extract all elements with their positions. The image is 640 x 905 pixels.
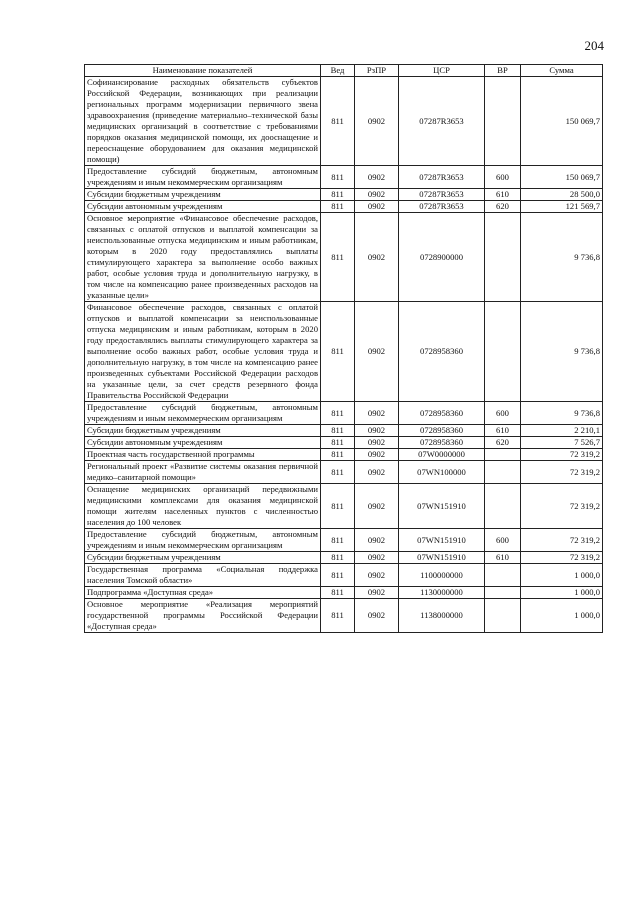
row-vr bbox=[485, 449, 521, 461]
row-ved: 811 bbox=[321, 166, 355, 189]
row-name: Субсидии бюджетным учреждениям bbox=[85, 189, 321, 201]
row-csr: 07WN100000 bbox=[399, 461, 485, 484]
row-vr: 610 bbox=[485, 189, 521, 201]
row-ved: 811 bbox=[321, 529, 355, 552]
row-csr: 1138000000 bbox=[399, 599, 485, 633]
table-row bbox=[85, 484, 603, 529]
table-row bbox=[85, 449, 603, 461]
row-csr: 07287R3653 bbox=[399, 201, 485, 213]
row-sum: 121 569,7 bbox=[521, 201, 603, 213]
table-row bbox=[85, 189, 603, 201]
row-csr: 1130000000 bbox=[399, 587, 485, 599]
row-rzpr: 0902 bbox=[355, 402, 399, 425]
row-rzpr: 0902 bbox=[355, 425, 399, 437]
header-name: Наименование показателей bbox=[85, 65, 321, 77]
row-vr bbox=[485, 564, 521, 587]
header-rzpr: РзПР bbox=[355, 65, 399, 77]
row-vr: 600 bbox=[485, 529, 521, 552]
row-csr: 07WN151910 bbox=[399, 529, 485, 552]
row-ved: 811 bbox=[321, 484, 355, 529]
table-row bbox=[85, 166, 603, 189]
table-row bbox=[85, 437, 603, 449]
row-ved: 811 bbox=[321, 213, 355, 302]
row-ved: 811 bbox=[321, 599, 355, 633]
row-rzpr: 0902 bbox=[355, 201, 399, 213]
table-row bbox=[85, 587, 603, 599]
table-body bbox=[85, 77, 603, 633]
table-row bbox=[85, 425, 603, 437]
table-row bbox=[85, 529, 603, 552]
table-row bbox=[85, 461, 603, 484]
row-vr bbox=[485, 302, 521, 402]
row-sum: 1 000,0 bbox=[521, 599, 603, 633]
row-rzpr: 0902 bbox=[355, 599, 399, 633]
budget-table bbox=[84, 64, 603, 633]
row-csr: 0728900000 bbox=[399, 213, 485, 302]
row-rzpr: 0902 bbox=[355, 461, 399, 484]
table-row bbox=[85, 201, 603, 213]
row-csr: 07WN151910 bbox=[399, 484, 485, 529]
page-number: 204 bbox=[584, 38, 604, 53]
row-sum: 9 736,8 bbox=[521, 302, 603, 402]
row-rzpr: 0902 bbox=[355, 587, 399, 599]
row-name: Государственная программа «Социальная поддержка населения Томской области» bbox=[85, 564, 321, 587]
row-sum: 1 000,0 bbox=[521, 564, 603, 587]
row-rzpr: 0902 bbox=[355, 437, 399, 449]
row-csr: 07W0000000 bbox=[399, 449, 485, 461]
row-ved: 811 bbox=[321, 201, 355, 213]
row-sum: 72 319,2 bbox=[521, 449, 603, 461]
row-sum: 72 319,2 bbox=[521, 552, 603, 564]
row-csr: 0728958360 bbox=[399, 302, 485, 402]
row-ved: 811 bbox=[321, 437, 355, 449]
row-vr: 610 bbox=[485, 552, 521, 564]
row-csr: 07287R3653 bbox=[399, 166, 485, 189]
row-vr bbox=[485, 213, 521, 302]
row-csr: 07WN151910 bbox=[399, 552, 485, 564]
row-vr: 610 bbox=[485, 425, 521, 437]
row-rzpr: 0902 bbox=[355, 484, 399, 529]
row-rzpr: 0902 bbox=[355, 189, 399, 201]
header-sum: Сумма bbox=[521, 65, 603, 77]
table-row bbox=[85, 213, 603, 302]
row-sum: 72 319,2 bbox=[521, 461, 603, 484]
row-sum: 2 210,1 bbox=[521, 425, 603, 437]
row-sum: 9 736,8 bbox=[521, 402, 603, 425]
row-sum: 28 500,0 bbox=[521, 189, 603, 201]
row-name: Основное мероприятие «Финансовое обеспечение расходов, связанных с оплатой отпусков и выплатой компенсации за неиспользованные отпуска медицинским и иным работникам, которым в 2020 году предоставлялись выплаты стимулирующего характера за выполнение особо важных работ, особые условия труда и дополнительную нагрузку, в том числе на компенсацию ранее произведенных расходов на указанные цели» bbox=[85, 213, 321, 302]
row-name: Субсидии бюджетным учреждениям bbox=[85, 552, 321, 564]
table-row bbox=[85, 302, 603, 402]
row-rzpr: 0902 bbox=[355, 213, 399, 302]
row-rzpr: 0902 bbox=[355, 77, 399, 166]
table-header bbox=[85, 65, 603, 77]
row-sum: 7 526,7 bbox=[521, 437, 603, 449]
table-row bbox=[85, 599, 603, 633]
row-name: Предоставление субсидий бюджетным, автономным учреждениям и иным некоммерческим организациям bbox=[85, 402, 321, 425]
row-vr: 620 bbox=[485, 437, 521, 449]
row-sum: 1 000,0 bbox=[521, 587, 603, 599]
row-name: Проектная часть государственной программы bbox=[85, 449, 321, 461]
row-ved: 811 bbox=[321, 77, 355, 166]
row-csr: 0728958360 bbox=[399, 437, 485, 449]
row-vr: 620 bbox=[485, 201, 521, 213]
row-vr: 600 bbox=[485, 402, 521, 425]
row-name: Оснащение медицинских организаций передвижными медицинскими комплексами для оказания медицинской помощи жителям населенных пунктов с численностью населения до 100 человек bbox=[85, 484, 321, 529]
row-rzpr: 0902 bbox=[355, 564, 399, 587]
row-csr: 0728958360 bbox=[399, 402, 485, 425]
row-sum: 150 069,7 bbox=[521, 77, 603, 166]
row-rzpr: 0902 bbox=[355, 449, 399, 461]
row-name: Субсидии автономным учреждениям bbox=[85, 201, 321, 213]
row-ved: 811 bbox=[321, 449, 355, 461]
row-ved: 811 bbox=[321, 402, 355, 425]
row-ved: 811 bbox=[321, 552, 355, 564]
row-sum: 72 319,2 bbox=[521, 484, 603, 529]
row-csr: 07287R3653 bbox=[399, 189, 485, 201]
row-name: Региональный проект «Развитие системы оказания первичной медико–санитарной помощи» bbox=[85, 461, 321, 484]
row-name: Предоставление субсидий бюджетным, автономным учреждениям и иным некоммерческим организациям bbox=[85, 166, 321, 189]
row-ved: 811 bbox=[321, 189, 355, 201]
header-ved: Вед bbox=[321, 65, 355, 77]
row-rzpr: 0902 bbox=[355, 552, 399, 564]
row-csr: 0728958360 bbox=[399, 425, 485, 437]
row-sum: 72 319,2 bbox=[521, 529, 603, 552]
row-sum: 9 736,8 bbox=[521, 213, 603, 302]
row-ved: 811 bbox=[321, 461, 355, 484]
row-name: Субсидии бюджетным учреждениям bbox=[85, 425, 321, 437]
row-csr: 1100000000 bbox=[399, 564, 485, 587]
table-row bbox=[85, 402, 603, 425]
row-ved: 811 bbox=[321, 587, 355, 599]
row-name: Основное мероприятие «Реализация мероприятий государственной программы Российской Федерации «Доступная среда» bbox=[85, 599, 321, 633]
row-csr: 07287R3653 bbox=[399, 77, 485, 166]
header-vr: ВР bbox=[485, 65, 521, 77]
table-row bbox=[85, 77, 603, 166]
row-vr bbox=[485, 599, 521, 633]
row-vr bbox=[485, 587, 521, 599]
header-row bbox=[85, 65, 603, 77]
row-ved: 811 bbox=[321, 302, 355, 402]
row-name: Подпрограмма «Доступная среда» bbox=[85, 587, 321, 599]
row-vr bbox=[485, 461, 521, 484]
row-name: Субсидии автономным учреждениям bbox=[85, 437, 321, 449]
header-csr: ЦСР bbox=[399, 65, 485, 77]
row-rzpr: 0902 bbox=[355, 166, 399, 189]
row-name: Предоставление субсидий бюджетным, автономным учреждениям и иным некоммерческим организациям bbox=[85, 529, 321, 552]
row-name: Софинансирование расходных обязательств субъектов Российской Федерации, возникающих при реализации региональных программ модернизации первичного звена здравоохранения (приведение материально–технической базы медицинских организаций в соответствие с требованиями порядков оказания медицинской помощи, их дооснащение и переоснащение оборудованием для оказания медицинской помощи) bbox=[85, 77, 321, 166]
row-rzpr: 0902 bbox=[355, 529, 399, 552]
table-row bbox=[85, 564, 603, 587]
row-vr bbox=[485, 484, 521, 529]
row-ved: 811 bbox=[321, 425, 355, 437]
row-name: Финансовое обеспечение расходов, связанных с оплатой отпусков и выплатой компенсации за неиспользованные отпуска медицинским и иным работникам, которым в 2020 году предоставлялись выплаты стимулирующего характера за выполнение особо важных работ, особые условия труда и дополнительную нагрузку, в том числе на компенсацию ранее произведенных субъектами Российской Федерации расходов на указанные цели, за счет средств резервного фонда Правительства Российской Федерации bbox=[85, 302, 321, 402]
row-sum: 150 069,7 bbox=[521, 166, 603, 189]
row-vr: 600 bbox=[485, 166, 521, 189]
row-vr bbox=[485, 77, 521, 166]
row-rzpr: 0902 bbox=[355, 302, 399, 402]
row-ved: 811 bbox=[321, 564, 355, 587]
table-row bbox=[85, 552, 603, 564]
